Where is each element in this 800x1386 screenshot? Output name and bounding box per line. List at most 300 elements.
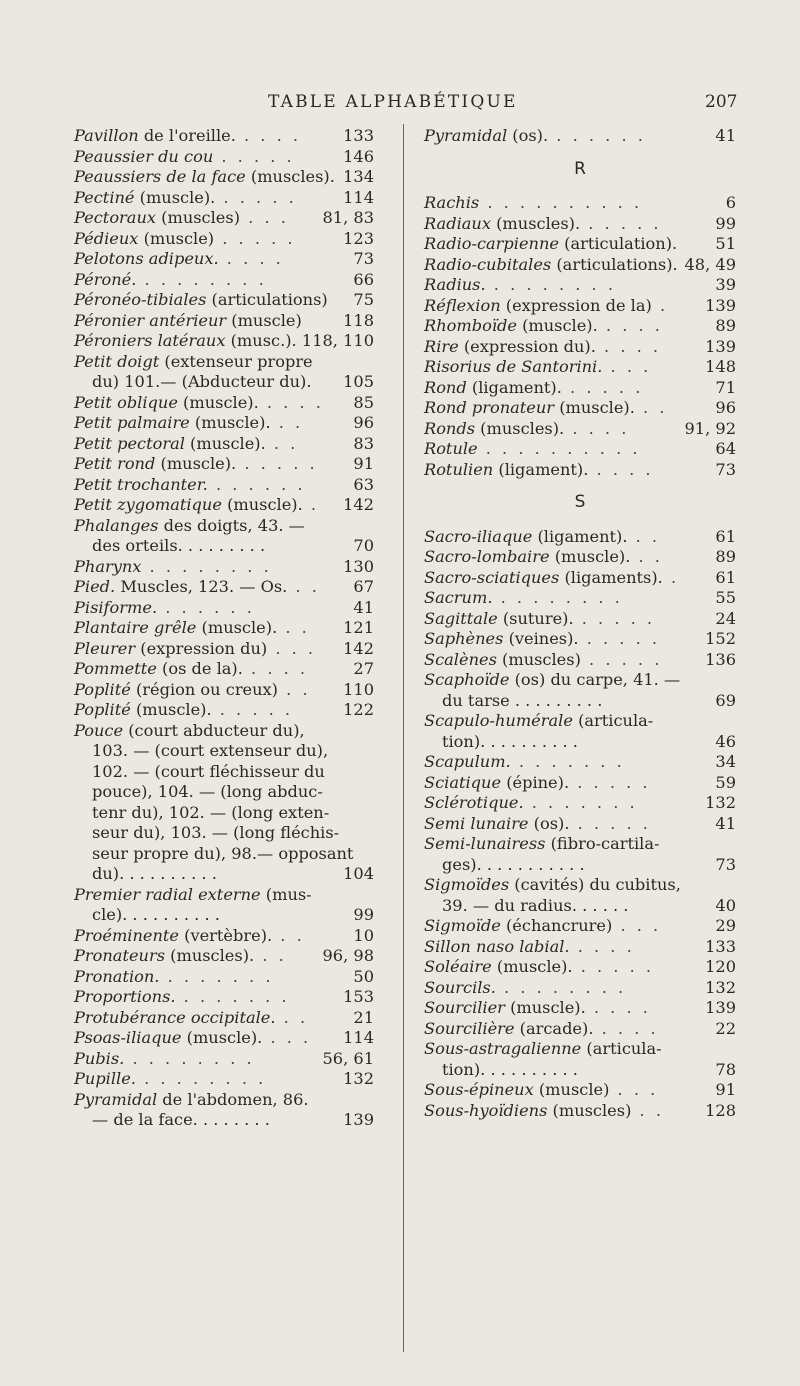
entry-term: Sous-astragalienne: [424, 1039, 582, 1058]
section-heading-r: R: [574, 158, 586, 179]
page-reference: 139: [702, 296, 736, 317]
entry-description: (muscle).: [516, 316, 598, 335]
leader-dots: . . . . . .: [157, 597, 255, 617]
leader-dots: . . . . . . .: [175, 987, 290, 1006]
entry-line: [424, 126, 736, 147]
index-entry: [424, 998, 736, 1019]
entry-continuation: 102. — (court fléchisseur du: [92, 761, 325, 781]
index-entry: [424, 193, 736, 214]
index-entry: [424, 814, 736, 835]
entry-term: Petit palmaire: [74, 413, 190, 432]
index-entry: [74, 598, 374, 619]
index-entry: [74, 1069, 374, 1090]
entry-line: [424, 609, 736, 630]
page-reference: 89: [712, 316, 736, 337]
entry-description: (ligament).: [532, 526, 628, 546]
leader-dots: . . . . .: [580, 649, 663, 669]
index-entry: [424, 419, 736, 440]
entry-continuation: seur propre du), 98.— opposant: [92, 843, 354, 863]
page-reference: 21: [350, 1008, 374, 1029]
page-reference: 91: [712, 1080, 736, 1101]
page-reference: 114: [340, 188, 374, 209]
entry-line: [424, 255, 736, 276]
entry-term: Pied.: [74, 577, 116, 596]
entry-line: [424, 978, 736, 999]
entry-description: (fibro-cartila-: [545, 834, 660, 853]
index-entry: [424, 378, 736, 399]
entry-term: Sacro-sciatiques: [424, 567, 560, 587]
entry-term: Sacrum.: [424, 588, 493, 607]
page-reference: 10: [350, 926, 374, 947]
entry-description: (expression du): [135, 638, 268, 658]
entry-line: [424, 670, 736, 691]
entry-description: (extenseur propre: [159, 351, 313, 371]
entry-line: [74, 885, 374, 906]
leader-dots: . . . . .: [573, 608, 656, 628]
index-entry: [424, 547, 736, 568]
entry-term: Sourcilière: [424, 1018, 515, 1038]
leader-dots: . .: [630, 547, 663, 566]
entry-line: [424, 439, 736, 460]
index-entry: [424, 670, 736, 711]
index-entry: [74, 393, 374, 414]
entry-term: Rhomboïde: [424, 316, 517, 335]
leader-dots: . . . . . .: [548, 126, 646, 145]
index-entry: [424, 126, 736, 147]
entry-term: Proéminente: [74, 925, 179, 945]
page-reference: 96, 98: [320, 946, 375, 967]
page-reference: 99: [712, 214, 736, 235]
entry-line: [424, 568, 736, 589]
entry-continuation: [424, 855, 736, 876]
entry-term: Petit rond: [74, 454, 156, 473]
entry-term: Pédieux: [74, 228, 139, 248]
entry-line: [74, 1028, 374, 1049]
page-reference: 64: [712, 439, 736, 460]
entry-line: [424, 937, 736, 958]
leader-dots: . .: [272, 925, 305, 945]
entry-term: Plantaire grêle: [74, 618, 197, 637]
entry-line: [74, 270, 374, 291]
entry-line: [74, 1049, 374, 1070]
entry-line: [424, 1039, 736, 1060]
page-reference: 6: [723, 193, 736, 214]
leader-dots: . . . . . . . .: [124, 1048, 255, 1068]
leader-dots: .: [302, 495, 320, 514]
leader-dots: . . . . .: [569, 772, 651, 792]
entry-term: Pisiforme.: [74, 597, 158, 617]
entry-description: (muscle).: [196, 618, 278, 637]
entry-line: [424, 378, 736, 399]
page-reference: 73: [350, 249, 374, 270]
leader-dots: . . .: [267, 638, 317, 658]
entry-line: [74, 188, 374, 209]
entry-description: (muscles).: [475, 418, 565, 438]
entry-line: [424, 275, 736, 296]
entry-continuation: seur du), 103. — (long fléchis-: [92, 823, 340, 842]
entry-line: [424, 296, 736, 317]
page-reference: 73: [712, 855, 736, 876]
index-entry: [74, 434, 374, 455]
index-entry: [74, 188, 374, 209]
page-reference: 118, 110: [299, 331, 374, 352]
entry-line: [74, 721, 374, 742]
section-heading-s: S: [574, 492, 586, 512]
entry-line: [74, 1069, 374, 1090]
index-entry: [424, 337, 736, 358]
page-reference: 75: [350, 290, 374, 311]
continuation-text: tion). . . . . . . . . .: [442, 731, 578, 751]
index-entry: [74, 475, 374, 496]
page-reference: 40: [712, 896, 736, 917]
entry-term: Pupille.: [74, 1069, 136, 1088]
entry-description: (région ou creux): [130, 679, 279, 699]
entry-description: (muscle): [533, 1080, 610, 1099]
leader-dots: . . . . . . .: [159, 966, 274, 986]
page-reference: 120: [702, 957, 736, 978]
leader-dots: . .: [265, 433, 299, 453]
entry-line: [74, 700, 374, 721]
entry-line: [424, 419, 736, 440]
entry-term: Petit doigt: [74, 351, 160, 371]
continuation-text: ges). . . . . . . . . . .: [442, 854, 585, 874]
leader-dots: .: [651, 295, 669, 315]
entry-description: (muscle).: [504, 998, 586, 1017]
entry-term: Rond pronateur: [424, 398, 555, 417]
page-reference: 133: [340, 126, 374, 147]
right-index-column: [424, 126, 736, 1121]
entry-description: (muscle).: [184, 433, 266, 453]
entry-line: [74, 967, 374, 988]
entry-term: Peaussier du cou: [74, 146, 214, 166]
entry-description: (arcade).: [514, 1018, 594, 1038]
page-reference: 59: [712, 773, 736, 794]
index-entry: [424, 1039, 736, 1080]
leader-dots: . . . . .: [214, 228, 296, 248]
entry-term: Pectoraux: [74, 208, 157, 227]
entry-continuation: [424, 1060, 736, 1081]
leader-dots: . . . . . . . .: [136, 269, 267, 289]
entry-line: [74, 659, 374, 680]
entry-term: Petit pectoral: [74, 433, 185, 453]
entry-line: [74, 680, 374, 701]
page-reference: 89: [712, 547, 736, 568]
entry-description: (articulation).: [558, 234, 678, 253]
index-entry: [74, 659, 374, 680]
entry-description: (ligaments).: [559, 567, 663, 587]
entry-description: (os) du carpe, 41. —: [509, 670, 681, 689]
continuation-text: du) 101.— (Abducteur du).: [92, 372, 312, 391]
leader-dots: . . . . .: [569, 813, 651, 833]
index-entry: [74, 1049, 374, 1070]
index-entry: [74, 639, 374, 660]
page-reference: 70: [350, 536, 374, 557]
entry-term: Scapulum.: [424, 752, 511, 771]
entry-line: [74, 495, 374, 516]
leader-dots: . . . .: [569, 936, 635, 956]
page-reference: 128: [702, 1101, 736, 1122]
entry-term: Pleurer: [74, 638, 136, 658]
entry-term: Sillon naso labial.: [424, 936, 570, 956]
entry-term: Radio-cubitales: [424, 254, 552, 274]
entry-line: [424, 1101, 736, 1122]
entry-term: Poplité: [74, 679, 131, 699]
leader-dots: . . . . . . . .: [135, 1069, 267, 1088]
entry-description: (os).: [528, 813, 570, 833]
entry-term: Rire: [424, 336, 459, 356]
continuation-text: tion). . . . . . . . . .: [442, 1059, 578, 1079]
entry-term: Sacro-lombaire: [424, 547, 550, 566]
index-entry: [74, 1008, 374, 1029]
entry-line: [424, 834, 736, 855]
index-entry: [424, 916, 736, 937]
entry-description: (musc.).: [225, 331, 297, 350]
page-reference: 136: [702, 650, 736, 671]
entry-description: (muscle).: [221, 495, 303, 514]
index-entry: [424, 398, 736, 419]
page-reference: 24: [712, 609, 736, 630]
leader-dots: . . . . . .: [207, 474, 306, 494]
entry-line: [424, 316, 736, 337]
entry-line: [74, 434, 374, 455]
entry-description: (muscle).: [130, 700, 212, 719]
entry-description: (échancrure): [500, 916, 613, 935]
entry-term: Phalanges: [74, 515, 159, 535]
entry-continuation: 103. — (court extenseur du),: [92, 741, 329, 760]
entry-continuation: [424, 896, 736, 917]
continuation-text: du tarse . . . . . . . . .: [442, 690, 603, 710]
entry-continuation: pouce), 104. — (long abduc-: [92, 782, 323, 801]
page-reference: 133: [702, 937, 736, 958]
leader-dots: . . . . .: [561, 377, 644, 397]
entry-description: (muscles): [547, 1100, 632, 1120]
entry-term: Proportions.: [74, 987, 176, 1006]
entry-description: (muscles): [156, 208, 241, 227]
leader-dots: . . . . .: [580, 213, 662, 233]
entry-line: [424, 711, 736, 732]
entry-line: [74, 290, 374, 311]
entry-line: [424, 773, 736, 794]
entry-term: Pyramidal: [424, 126, 508, 145]
entry-line: [424, 460, 736, 481]
index-entry: [74, 987, 374, 1008]
page-reference: 96: [350, 413, 374, 434]
entry-line: [424, 214, 736, 235]
entry-description: (articula-: [581, 1039, 662, 1058]
index-entry: [424, 527, 736, 548]
page-reference: 63: [350, 475, 374, 496]
entry-description: de l'oreille.: [138, 126, 236, 145]
entry-description: (veines).: [503, 629, 579, 648]
leader-dots: . . . .: [564, 418, 630, 438]
entry-line: [424, 752, 736, 773]
index-entry: [424, 957, 736, 978]
index-entry: [424, 937, 736, 958]
entry-term: Sous-hyoïdiens: [424, 1100, 548, 1120]
page-reference: 146: [340, 147, 374, 168]
page-reference: 142: [340, 639, 374, 660]
column-divider: [403, 124, 404, 1352]
leader-dots: . . . .: [235, 126, 302, 145]
continuation-text: des orteils. . . . . . . . .: [92, 536, 266, 555]
entry-term: Sciatique: [424, 772, 502, 792]
entry-continuation: [74, 864, 374, 885]
leader-dots: . .: [278, 679, 311, 699]
page-reference: 50: [350, 967, 374, 988]
index-entry: [74, 208, 374, 229]
entry-term: Scapulo-humérale: [424, 711, 573, 730]
page-reference: 132: [702, 978, 736, 999]
entry-line: [424, 357, 736, 378]
entry-line: [74, 475, 374, 496]
page-reference: 34: [712, 752, 736, 773]
entry-line: [424, 527, 736, 548]
entry-term: Pavillon: [74, 126, 139, 145]
leader-dots: . .: [275, 1007, 309, 1027]
entry-term: Sacro-iliaque: [424, 526, 533, 546]
entry-term: Rond: [424, 377, 467, 397]
index-entry: [74, 290, 374, 311]
entry-line: [74, 577, 374, 598]
page-reference: 123: [340, 229, 374, 250]
entry-description: (muscles): [496, 649, 581, 669]
entry-term: Pouce: [74, 720, 124, 740]
entry-line: [424, 814, 736, 835]
entry-term: Péroné.: [74, 269, 137, 289]
page-reference: 130: [340, 557, 374, 578]
page-reference: 105: [340, 372, 374, 393]
left-index-column: [74, 126, 374, 1131]
page-reference: 85: [350, 393, 374, 414]
entry-term: Réflexion: [424, 295, 501, 315]
entry-term: Radiaux: [424, 213, 491, 233]
entry-description: des doigts, 43. —: [158, 515, 305, 535]
page-reference: 132: [340, 1069, 374, 1090]
leader-dots: . .: [627, 526, 661, 546]
index-entry: [424, 234, 736, 255]
leader-dots: . . . . .: [236, 454, 318, 473]
entry-term: Protubérance occipitale.: [74, 1007, 276, 1027]
entry-continuation: [74, 372, 374, 393]
entry-line: [424, 1019, 736, 1040]
page-reference: 71: [712, 378, 736, 399]
leader-dots: . . . . . . . .: [141, 556, 272, 576]
page-reference: 110: [340, 680, 374, 701]
entry-term: Pelotons adipeux.: [74, 249, 219, 268]
entry-term: Scaphoïde: [424, 670, 510, 689]
page-reference: 41: [712, 814, 736, 835]
entry-line: [424, 1080, 736, 1101]
index-entry: [424, 568, 736, 589]
leader-dots: . . .: [602, 357, 652, 376]
index-entry: [424, 214, 736, 235]
entry-term: Semi-lunairess: [424, 834, 546, 853]
entry-term: Rotulien: [424, 459, 494, 479]
continuation-text: du). . . . . . . . . .: [92, 864, 217, 883]
index-entry: [424, 711, 736, 752]
entry-description: (expression de la): [500, 295, 652, 315]
page-reference: 39: [712, 275, 736, 296]
entry-description: (muscle).: [554, 398, 635, 417]
entry-line: [424, 193, 736, 214]
entry-term: Sagittale: [424, 608, 498, 628]
index-entry: [424, 460, 736, 481]
entry-term: Sclérotique.: [424, 793, 524, 812]
entry-description: (vertèbre).: [179, 925, 273, 945]
leader-dots: . . . . . . . . . .: [477, 439, 641, 458]
leader-dots: . . . . . . . .: [495, 977, 627, 997]
leader-dots: . . . . .: [215, 187, 297, 207]
entry-line: [74, 352, 374, 373]
index-entry: [74, 577, 374, 598]
index-entry: [74, 946, 374, 967]
index-entry: [74, 1090, 374, 1131]
leader-dots: . .: [631, 1100, 664, 1120]
leader-dots: . .: [277, 618, 310, 637]
entry-term: Poplité: [74, 700, 131, 719]
entry-term: Semi lunaire: [424, 813, 529, 833]
index-entry: [424, 609, 736, 630]
page-reference: 132: [702, 793, 736, 814]
entry-line: [74, 454, 374, 475]
page-reference: 91: [350, 454, 374, 475]
leader-dots: . . .: [609, 1080, 659, 1099]
index-entry: [424, 629, 736, 650]
entry-line: [74, 557, 374, 578]
leader-dots: . . . . . . . . . .: [479, 193, 643, 212]
entry-description: (ligament).: [466, 377, 562, 397]
entry-line: [74, 598, 374, 619]
index-entry: [74, 126, 374, 147]
entry-description: (ligament).: [493, 459, 589, 479]
entry-line: [74, 126, 374, 147]
continuation-text: cle). . . . . . . . . .: [92, 905, 220, 924]
page-reference: 152: [702, 629, 736, 650]
entry-term: Soléaire: [424, 957, 492, 976]
entry-description: (épine).: [501, 772, 570, 792]
index-entry: [74, 229, 374, 250]
page-reference: 41: [350, 598, 374, 619]
page-reference: 153: [340, 987, 374, 1008]
entry-term: Pubis.: [74, 1048, 125, 1068]
entry-line: [74, 946, 374, 967]
entry-line: [424, 547, 736, 568]
entry-description: (os).: [507, 126, 549, 145]
entry-continuation: [424, 732, 736, 753]
index-entry: [424, 588, 736, 609]
entry-term: Petit zygomatique: [74, 495, 222, 514]
entry-line: [74, 987, 374, 1008]
leader-dots: . . . . . . . .: [492, 588, 623, 607]
entry-description: (os de la).: [156, 659, 243, 678]
entry-line: [424, 793, 736, 814]
entry-line: [74, 393, 374, 414]
leader-dots: . . .: [262, 1028, 312, 1047]
entry-term: Péroniers latéraux: [74, 331, 226, 350]
page-reference: 139: [340, 1110, 374, 1131]
leader-dots: . . .: [240, 208, 289, 227]
entry-description: (court abducteur du),: [123, 720, 305, 740]
leader-dots: . .: [270, 413, 304, 432]
index-entry: [74, 352, 374, 393]
entry-description: (expression du).: [458, 336, 596, 356]
entry-line: [74, 208, 374, 229]
page-reference: 139: [702, 998, 736, 1019]
index-entry: [424, 357, 736, 378]
entry-term: Sigmoïdes: [424, 875, 510, 894]
index-entry: [424, 316, 736, 337]
entry-term: Ronds: [424, 418, 476, 438]
